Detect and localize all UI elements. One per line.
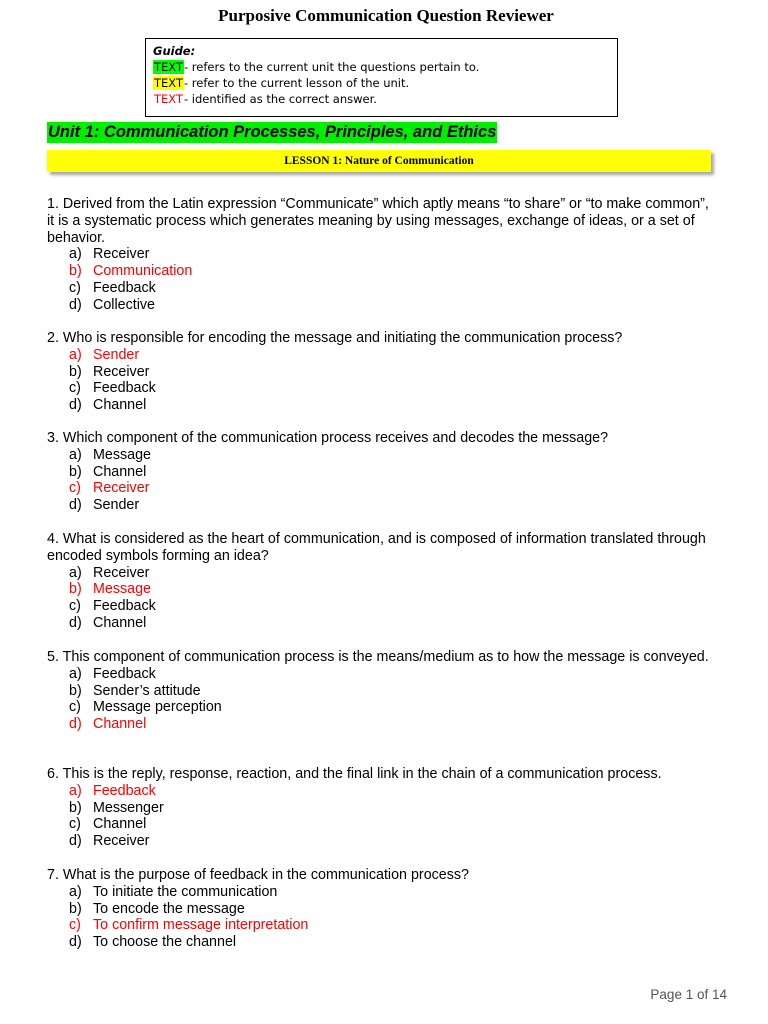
guide-text-answer: - identified as the correct answer.	[184, 92, 377, 106]
question-item	[47, 766, 717, 850]
option-letter: b)	[69, 900, 82, 917]
option-letter: c)	[69, 480, 81, 497]
option-letter: a)	[69, 564, 82, 581]
answer-option	[69, 280, 717, 297]
question-item	[47, 531, 717, 632]
question-stem: 7. What is the purpose of feedback in the communication process?	[47, 867, 469, 883]
answer-option	[69, 297, 717, 314]
guide-row-lesson	[153, 75, 617, 91]
option-text: To encode the message	[93, 900, 245, 917]
correct-answer-option	[69, 716, 717, 733]
question-item	[47, 196, 717, 314]
option-text: Channel	[93, 816, 147, 833]
question-item	[47, 430, 717, 514]
answer-option	[69, 615, 717, 632]
answer-options	[69, 246, 717, 313]
question-stem: 1. Derived from the Latin expression “Communicate” which aptly means “to share” or “to make common”, it is a systematic process which generates meaning by using messages, exchange of ideas, or a set of behavior.	[47, 196, 709, 246]
answer-option	[69, 364, 717, 381]
answer-option	[69, 447, 717, 464]
answer-options	[69, 783, 717, 850]
correct-answer-option	[69, 783, 717, 800]
answer-options	[69, 447, 717, 514]
option-letter: d)	[69, 833, 82, 850]
option-text: Feedback	[93, 380, 156, 397]
option-letter: d)	[69, 296, 82, 313]
answer-option	[69, 464, 717, 481]
option-letter: a)	[69, 446, 82, 463]
option-letter: b)	[69, 263, 82, 280]
answer-option	[69, 816, 717, 833]
option-text: Receiver	[93, 480, 150, 497]
option-letter: c)	[69, 380, 81, 397]
option-letter: d)	[69, 614, 82, 631]
correct-answer-option	[69, 263, 717, 280]
option-text: To choose the channel	[93, 934, 237, 951]
option-text: Message	[93, 581, 152, 598]
option-letter: d)	[69, 397, 82, 414]
answer-options	[69, 884, 717, 951]
option-text: Channel	[93, 463, 147, 480]
option-text: Feedback	[93, 782, 156, 799]
guide-box	[145, 38, 618, 117]
option-text: Message perception	[93, 699, 222, 716]
question-item	[47, 867, 717, 951]
guide-mark-lesson: TEXT	[154, 76, 183, 90]
answer-option	[69, 565, 717, 582]
option-text: Channel	[93, 397, 147, 414]
guide-text-unit: - refers to the current unit the questions pertain to.	[184, 60, 480, 74]
option-letter: b)	[69, 581, 82, 598]
answer-option	[69, 497, 717, 514]
guide-heading: Guide:	[153, 44, 196, 58]
option-text: Feedback	[93, 279, 156, 296]
correct-answer-option	[69, 347, 717, 364]
guide-mark-answer: TEXT	[154, 92, 183, 106]
guide-text-lesson: - refer to the current lesson of the unit.	[184, 76, 410, 90]
answer-option	[69, 800, 717, 817]
question-stem: 5. This component of communication process is the means/medium as to how the message is conveyed.	[47, 649, 709, 665]
answer-option	[69, 901, 717, 918]
option-letter: c)	[69, 816, 81, 833]
unit-heading: Unit 1: Communication Processes, Principles, and Ethics	[48, 123, 497, 141]
option-letter: a)	[69, 665, 82, 682]
option-letter: a)	[69, 246, 82, 263]
option-text: Channel	[93, 614, 147, 631]
option-letter: c)	[69, 917, 81, 934]
option-text: To confirm message interpretation	[93, 917, 309, 934]
answer-options	[69, 347, 717, 414]
page-counter: Page 1 of 14	[650, 987, 727, 1002]
question-stem: 3. Which component of the communication process receives and decodes the message?	[47, 430, 609, 446]
answer-options	[69, 565, 717, 632]
answer-option	[69, 884, 717, 901]
option-letter: d)	[69, 716, 82, 733]
option-letter: b)	[69, 363, 82, 380]
answer-option	[69, 598, 717, 615]
option-text: Receiver	[93, 363, 150, 380]
option-letter: b)	[69, 463, 82, 480]
question-item	[47, 649, 717, 733]
option-text: Receiver	[93, 833, 150, 850]
option-text: To initiate the communication	[93, 883, 278, 900]
document-title: Purposive Communication Question Reviewer	[218, 6, 554, 25]
option-text: Collective	[93, 296, 155, 313]
lesson-banner: LESSON 1: Nature of Communication	[47, 150, 711, 172]
option-text: Messenger	[93, 799, 164, 816]
option-letter: a)	[69, 883, 82, 900]
question-item	[47, 330, 717, 414]
option-text: Sender’s attitude	[93, 682, 201, 699]
answer-option	[69, 666, 717, 683]
option-letter: b)	[69, 799, 82, 816]
option-text: Channel	[93, 716, 147, 733]
guide-row-unit	[153, 59, 617, 75]
option-letter: b)	[69, 682, 82, 699]
option-text: Sender	[93, 346, 140, 363]
correct-answer-option	[69, 917, 717, 934]
answer-option	[69, 380, 717, 397]
option-letter: c)	[69, 598, 81, 615]
option-text: Communication	[93, 263, 193, 280]
option-letter: d)	[69, 497, 82, 514]
correct-answer-option	[69, 581, 717, 598]
answer-options	[69, 666, 717, 733]
question-stem: 6. This is the reply, response, reaction, and the final link in the chain of a communication process.	[47, 766, 662, 782]
option-text: Feedback	[93, 598, 156, 615]
answer-option	[69, 683, 717, 700]
option-text: Message	[93, 446, 152, 463]
guide-row-answer	[153, 91, 617, 107]
option-letter: c)	[69, 279, 81, 296]
option-text: Receiver	[93, 564, 150, 581]
answer-option	[69, 246, 717, 263]
option-text: Receiver	[93, 246, 150, 263]
answer-option	[69, 934, 717, 951]
correct-answer-option	[69, 480, 717, 497]
option-letter: c)	[69, 699, 81, 716]
question-stem: 4. What is considered as the heart of communication, and is composed of information translated through encoded symbols forming an idea?	[47, 531, 706, 564]
option-text: Feedback	[93, 665, 156, 682]
option-letter: d)	[69, 934, 82, 951]
option-letter: a)	[69, 782, 82, 799]
answer-option	[69, 397, 717, 414]
answer-option	[69, 833, 717, 850]
option-letter: a)	[69, 346, 82, 363]
option-text: Sender	[93, 497, 140, 514]
question-stem: 2. Who is responsible for encoding the message and initiating the communication process?	[47, 330, 623, 346]
answer-option	[69, 699, 717, 716]
guide-mark-unit: TEXT	[154, 60, 183, 74]
